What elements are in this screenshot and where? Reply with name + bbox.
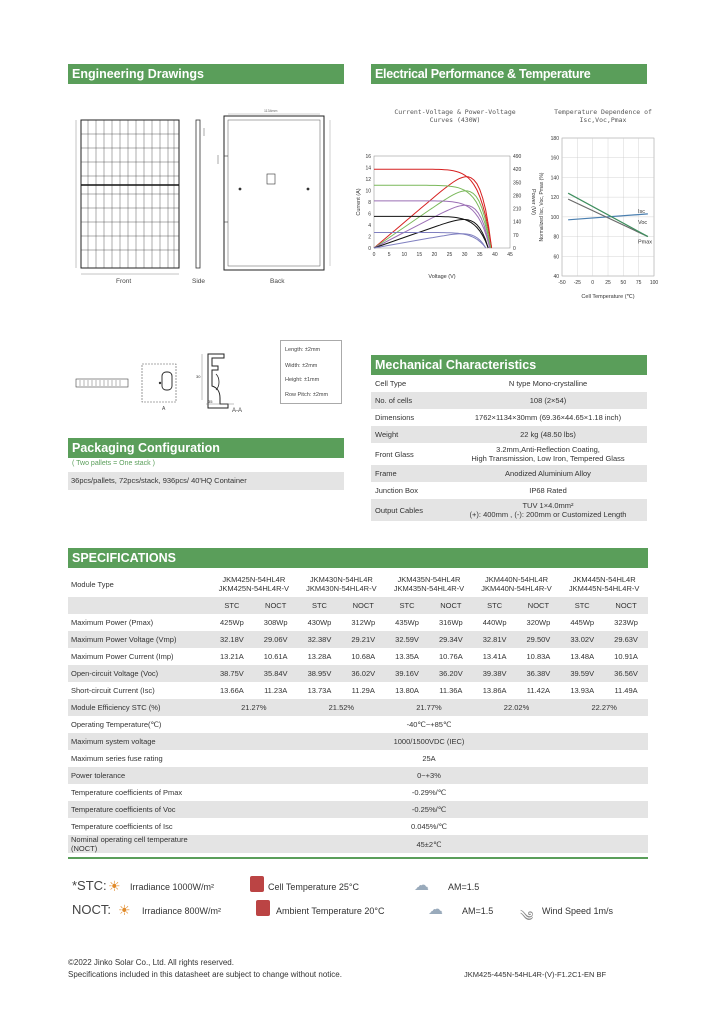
common-spec-label: Temperature coefficients of Isc <box>71 822 173 831</box>
noct-column-label: NOCT <box>254 597 298 614</box>
model-name: JKM445N-54HL4R JKM445N-54HL4R-V <box>568 575 640 593</box>
iv-x-tick: 20 <box>431 252 438 258</box>
iv-y-tick: 8 <box>368 200 371 206</box>
spec-value: 10.83A <box>526 652 551 661</box>
spec-row <box>68 631 648 648</box>
spec-row <box>68 682 648 699</box>
iv-x-tick: 30 <box>461 252 468 258</box>
iv-y2-tick: 70 <box>513 232 519 239</box>
spec-value: 29.63V <box>604 631 648 648</box>
wind-icon: ༄ <box>520 908 534 924</box>
iv-x-tick: 0 <box>372 252 376 258</box>
temp-y-tick: 160 <box>550 155 559 162</box>
spec-value: 13.28A <box>307 652 332 661</box>
temp-x-tick: 75 <box>635 280 642 286</box>
specifications-header: SPECIFICATIONS <box>68 548 648 568</box>
mechanical-label: Frame <box>371 465 449 482</box>
spec-value: 38.75V <box>210 665 254 682</box>
iv-x-tick: 35 <box>476 252 483 258</box>
common-spec-label: Nominal operating cell temperature (NOCT) <box>68 835 210 853</box>
model-name: JKM435N-54HL4R JKM435N-54HL4R-V <box>393 575 465 593</box>
spec-value: 13.66A <box>220 686 244 695</box>
spec-value: 13.48A <box>570 652 595 661</box>
iv-x-tick: 40 <box>492 252 498 258</box>
iv-x-label: Voltage (V) <box>428 274 456 280</box>
common-spec-row <box>68 767 648 784</box>
spec-row <box>68 665 648 682</box>
footer-copyright: ©2022 Jinko Solar Co., Ltd. All rights reserved. <box>68 958 234 967</box>
common-spec-value: 1000/1500VDC (IEC) <box>210 733 648 750</box>
stc-column-label: STC <box>385 597 429 614</box>
iv-chart-title: Current-Voltage & Power-Voltage Curves (430W) <box>394 108 516 124</box>
noct-column-label: NOCT <box>429 597 473 614</box>
sun-icon: ☀ <box>108 878 121 894</box>
iv-chart <box>356 150 536 300</box>
spec-label: Open-circuit Voltage (Voc) <box>68 665 210 682</box>
stc-column-label: STC <box>473 597 517 614</box>
common-spec-value: 45±2℃ <box>210 835 648 853</box>
temp-y-tick: 180 <box>550 136 559 142</box>
spec-value: 39.59V <box>560 665 604 682</box>
mechanical-table <box>371 375 647 521</box>
spec-value: 11.29A <box>351 686 375 695</box>
module-type-label: Module Type <box>71 579 114 589</box>
spec-bottom-rule <box>68 857 648 859</box>
efficiency-value: 22.27% <box>560 699 648 716</box>
sun-icon: ☀ <box>118 902 131 918</box>
efficiency-value: 21.27% <box>210 699 298 716</box>
common-spec-row <box>68 818 648 835</box>
electrical-header: Electrical Performance & Temperature Dependence <box>371 64 647 84</box>
spec-value: 445Wp <box>570 618 595 627</box>
front-view <box>76 120 179 274</box>
footer-doc-id: JKM425-445N-54HL4R-(V)-F1.2C1-EN BF <box>464 970 607 979</box>
cloud-icon: ☁ <box>414 877 429 894</box>
spec-value: 32.38V <box>298 631 342 648</box>
thermometer-icon <box>256 900 270 916</box>
spec-value: 32.18V <box>210 631 254 648</box>
mechanical-value: N type Mono-crystalline <box>508 379 588 388</box>
spec-value: 32.81V <box>473 631 517 648</box>
spec-value: 323Wp <box>614 618 638 627</box>
mechanical-label: Junction Box <box>375 486 418 495</box>
noct-wind: Wind Speed 1m/s <box>542 906 614 916</box>
efficiency-row <box>68 699 648 716</box>
common-spec-row <box>68 716 648 733</box>
spec-value: 29.50V <box>517 631 561 648</box>
mechanical-row <box>371 392 647 409</box>
packaging-detail: 36pcs/pallets, 72pcs/stack, 936pcs/ 40'HQ Container <box>68 472 344 490</box>
iv-x-tick: 25 <box>446 252 453 258</box>
frame-cross-section <box>202 354 234 408</box>
spec-value: 11.36A <box>439 686 463 695</box>
common-spec-row <box>68 733 648 750</box>
spec-value: 11.49A <box>614 686 638 695</box>
common-spec-row <box>68 784 648 801</box>
spec-value: 32.59V <box>385 631 429 648</box>
spec-value: 36.20V <box>429 665 473 682</box>
temp-x-tick: 50 <box>620 280 627 286</box>
stc-label: *STC: <box>72 878 107 893</box>
common-spec-row <box>68 750 648 767</box>
mechanical-row <box>371 465 647 482</box>
common-spec-value: 25A <box>422 754 436 763</box>
spec-value: 312Wp <box>351 618 376 627</box>
iv-y-tick: 14 <box>365 165 371 172</box>
temp-y-tick: 60 <box>553 254 559 261</box>
mechanical-row <box>371 443 647 465</box>
temp-x-tick: 0 <box>591 280 595 286</box>
spec-value: 13.21A <box>220 652 244 661</box>
iv-x-tick: 5 <box>387 252 391 258</box>
engineering-drawings-figure <box>68 100 344 300</box>
spec-value: 33.02V <box>560 631 604 648</box>
spec-value: 13.35A <box>395 652 419 661</box>
common-spec-value: -0.29%/℃ <box>411 788 447 797</box>
common-spec-value: 0.045%/℃ <box>411 822 447 831</box>
noct-label: NOCT: <box>72 902 111 917</box>
temp-series-label: Isc <box>638 208 646 215</box>
temp-x-tick: 100 <box>649 280 659 286</box>
thermometer-icon <box>250 876 264 892</box>
mechanical-row <box>371 482 647 499</box>
spec-value: 316Wp <box>438 618 463 627</box>
noct-am: AM=1.5 <box>462 906 494 916</box>
spec-row <box>68 614 648 631</box>
common-spec-value: -0.25%/℃ <box>210 801 648 818</box>
spec-value: 11.23A <box>264 686 288 695</box>
temp-y-tick: 100 <box>550 214 559 221</box>
temp-x-tick: -25 <box>573 280 581 286</box>
stc-irradiance: Irradiance 1000W/m² <box>130 882 215 892</box>
section-aa-label: A-A <box>232 408 243 414</box>
mechanical-label: Cell Type <box>375 379 407 388</box>
iv-x-tick: 10 <box>401 252 408 258</box>
tolerance-width: Width: ±2mm <box>285 363 318 369</box>
noct-column-label: NOCT <box>341 597 385 614</box>
common-spec-value: -40℃~+85℃ <box>406 720 452 729</box>
spec-row <box>68 648 648 665</box>
mechanical-header: Mechanical Characteristics <box>371 355 647 375</box>
iv-y-tick: 16 <box>365 154 371 160</box>
iv-y2-label: Power (W) <box>530 189 536 215</box>
specifications-table <box>68 571 648 853</box>
mechanical-value: 1762×1134×30mm (69.36×44.65×1.18 inch) <box>474 413 622 422</box>
dim-35-label: 35 <box>208 399 213 404</box>
mechanical-label: Output Cables <box>371 499 449 521</box>
side-label: Side <box>192 278 206 285</box>
common-spec-label: Maximum series fuse rating <box>71 754 163 763</box>
temp-y-tick: 120 <box>550 195 559 202</box>
stc-cell-temp: Cell Temperature 25°C <box>268 882 359 892</box>
iv-x-tick: 15 <box>416 252 423 258</box>
mechanical-value: 22 kg (48.50 lbs) <box>449 426 647 443</box>
mechanical-row <box>371 375 647 392</box>
iv-y-tick: 12 <box>365 177 371 183</box>
common-spec-label: Temperature coefficients of Pmax <box>71 788 183 797</box>
side-view <box>196 120 218 268</box>
noct-irradiance: Irradiance 800W/m² <box>142 906 222 916</box>
efficiency-value: 21.77% <box>385 699 473 716</box>
common-spec-label: Operating Temperature(℃) <box>71 720 162 729</box>
efficiency-value: 22.02% <box>473 699 561 716</box>
mechanical-row <box>371 499 647 521</box>
efficiency-label: Module Efficiency STC (%) <box>68 699 210 716</box>
condition-label-blank <box>68 597 210 614</box>
spec-value: 13.93A <box>570 686 595 695</box>
spec-value: 36.02V <box>341 665 385 682</box>
mounting-hole-detail <box>142 364 176 402</box>
temp-chart-title: Temperature Dependence of Isc,Voc,Pmax <box>554 108 652 124</box>
stc-column-label: STC <box>210 597 254 614</box>
spec-value: 320Wp <box>526 618 551 627</box>
spec-value: 36.56V <box>604 665 648 682</box>
mechanical-value: 3.2mm,Anti-Reflection Coating, High Transmission, Low Iron, Tempered Glass <box>471 445 625 463</box>
common-spec-label: Temperature coefficients of Voc <box>68 801 210 818</box>
label-detail <box>76 379 128 387</box>
section-a-label: A <box>162 406 166 412</box>
spec-value: 11.42A <box>526 686 551 695</box>
iv-y2-tick: 490 <box>513 154 522 160</box>
common-spec-row <box>68 801 648 818</box>
temp-series-label: Pmax <box>638 239 653 246</box>
spec-value: 39.38V <box>473 665 517 682</box>
iv-x-tick: 45 <box>507 252 513 258</box>
spec-label: Maximum Power Current (Imp) <box>71 652 174 661</box>
iv-y-tick: 10 <box>365 188 371 195</box>
noct-column-label: NOCT <box>517 597 561 614</box>
mechanical-value: Anodized Aluminium Alloy <box>449 465 647 482</box>
mechanical-label: Dimensions <box>375 413 415 422</box>
dim-30-label: 30 <box>196 374 201 379</box>
iv-y2-tick: 280 <box>513 193 522 200</box>
temp-y-tick: 80 <box>553 234 559 241</box>
cloud-icon: ☁ <box>428 901 443 918</box>
spec-value: 10.91A <box>614 652 638 661</box>
efficiency-value: 21.52% <box>298 699 386 716</box>
spec-value: 39.16V <box>385 665 429 682</box>
stc-column-label: STC <box>560 597 604 614</box>
module-type-row <box>68 571 648 597</box>
spec-value: 29.34V <box>429 631 473 648</box>
packaging-header: Packaging Configuration <box>68 438 344 458</box>
spec-value: 308Wp <box>263 618 288 627</box>
spec-label: Maximum Power (Pmax) <box>71 618 154 627</box>
back-label: Back <box>270 278 285 285</box>
noct-ambient-temp: Ambient Temperature 20°C <box>276 906 385 916</box>
width-dimension: 1134mm <box>264 109 278 113</box>
iv-y-tick: 6 <box>368 211 371 218</box>
model-name: JKM430N-54HL4R JKM430N-54HL4R-V <box>306 575 377 593</box>
spec-value: 425Wp <box>220 618 244 627</box>
spec-value: 29.21V <box>341 631 385 648</box>
iv-y2-tick: 0 <box>513 246 516 252</box>
iv-y2-tick: 140 <box>513 219 522 226</box>
spec-value: 36.38V <box>517 665 561 682</box>
mechanical-row <box>371 426 647 443</box>
mechanical-value: IP68 Rated <box>529 486 567 495</box>
iv-y2-tick: 350 <box>513 180 522 187</box>
stc-am: AM=1.5 <box>448 882 480 892</box>
stc-column-label: STC <box>298 597 342 614</box>
mechanical-value: 108 (2×54) <box>449 392 647 409</box>
spec-value: 430Wp <box>307 618 332 627</box>
tolerance-height: Height: ±1mm <box>285 377 320 383</box>
iv-y-label: Current (A) <box>356 188 362 216</box>
spec-value: 10.68A <box>351 652 376 661</box>
iv-y-tick: 0 <box>368 246 371 252</box>
spec-value: 440Wp <box>482 618 507 627</box>
spec-value: 29.06V <box>254 631 298 648</box>
condition-row <box>68 597 648 614</box>
temp-x-label: Cell Temperature (℃) <box>581 294 635 300</box>
iv-y-tick: 4 <box>368 223 371 229</box>
footer-notice: Specifications included in this datasheet are subject to change without notice. <box>68 970 342 979</box>
spec-value: 13.41A <box>482 652 507 661</box>
temp-y-tick: 140 <box>550 175 559 182</box>
common-spec-label: Power tolerance <box>68 767 210 784</box>
common-spec-label: Maximum system voltage <box>68 733 210 750</box>
temp-y-label: Normalized Isc, Voc, Pmax (%) <box>539 172 545 242</box>
tolerance-length: Length: ±2mm <box>285 347 321 353</box>
temp-chart <box>536 132 660 302</box>
spec-value: 13.86A <box>482 686 507 695</box>
spec-value: 13.80A <box>395 686 419 695</box>
spec-value: 10.61A <box>263 652 288 661</box>
tolerance-box <box>280 340 342 404</box>
noct-column-label: NOCT <box>604 597 648 614</box>
common-spec-value: 0~+3% <box>210 767 648 784</box>
temp-y-tick: 40 <box>553 274 559 280</box>
iv-y2-tick: 420 <box>513 167 522 174</box>
iv-y-tick: 2 <box>368 234 371 241</box>
back-view <box>224 114 330 270</box>
mechanical-label: Weight <box>371 426 449 443</box>
model-name: JKM440N-54HL4R JKM440N-54HL4R-V <box>481 575 552 593</box>
iv-y2-tick: 210 <box>513 206 522 213</box>
spec-label: Maximum Power Voltage (Vmp) <box>68 631 210 648</box>
tolerance-pitch: Row Pitch: ±2mm <box>285 392 329 398</box>
packaging-note: ( Two pallets = One stack ) <box>72 460 155 467</box>
model-name: JKM425N-54HL4R JKM425N-54HL4R-V <box>218 575 290 593</box>
temp-x-tick: -50 <box>558 280 566 286</box>
mechanical-label: Front Glass <box>375 449 414 459</box>
spec-value: 435Wp <box>395 618 419 627</box>
mechanical-row <box>371 409 647 426</box>
temp-series-label: Voc <box>638 219 648 226</box>
spec-value: 10.76A <box>438 652 463 661</box>
common-spec-row <box>68 835 648 853</box>
mechanical-label: No. of cells <box>371 392 449 409</box>
mechanical-value: TUV 1×4.0mm² (+): 400mm , (-): 200mm or Customized Length <box>449 499 647 521</box>
front-label: Front <box>116 278 132 285</box>
spec-value: 38.95V <box>298 665 342 682</box>
spec-label: Short-circuit Current (Isc) <box>71 686 155 695</box>
conditions-block <box>68 872 668 932</box>
engineering-drawings-header: Engineering Drawings <box>68 64 344 84</box>
spec-value: 35.84V <box>254 665 298 682</box>
spec-value: 13.73A <box>307 686 332 695</box>
temp-x-tick: 25 <box>605 280 611 286</box>
